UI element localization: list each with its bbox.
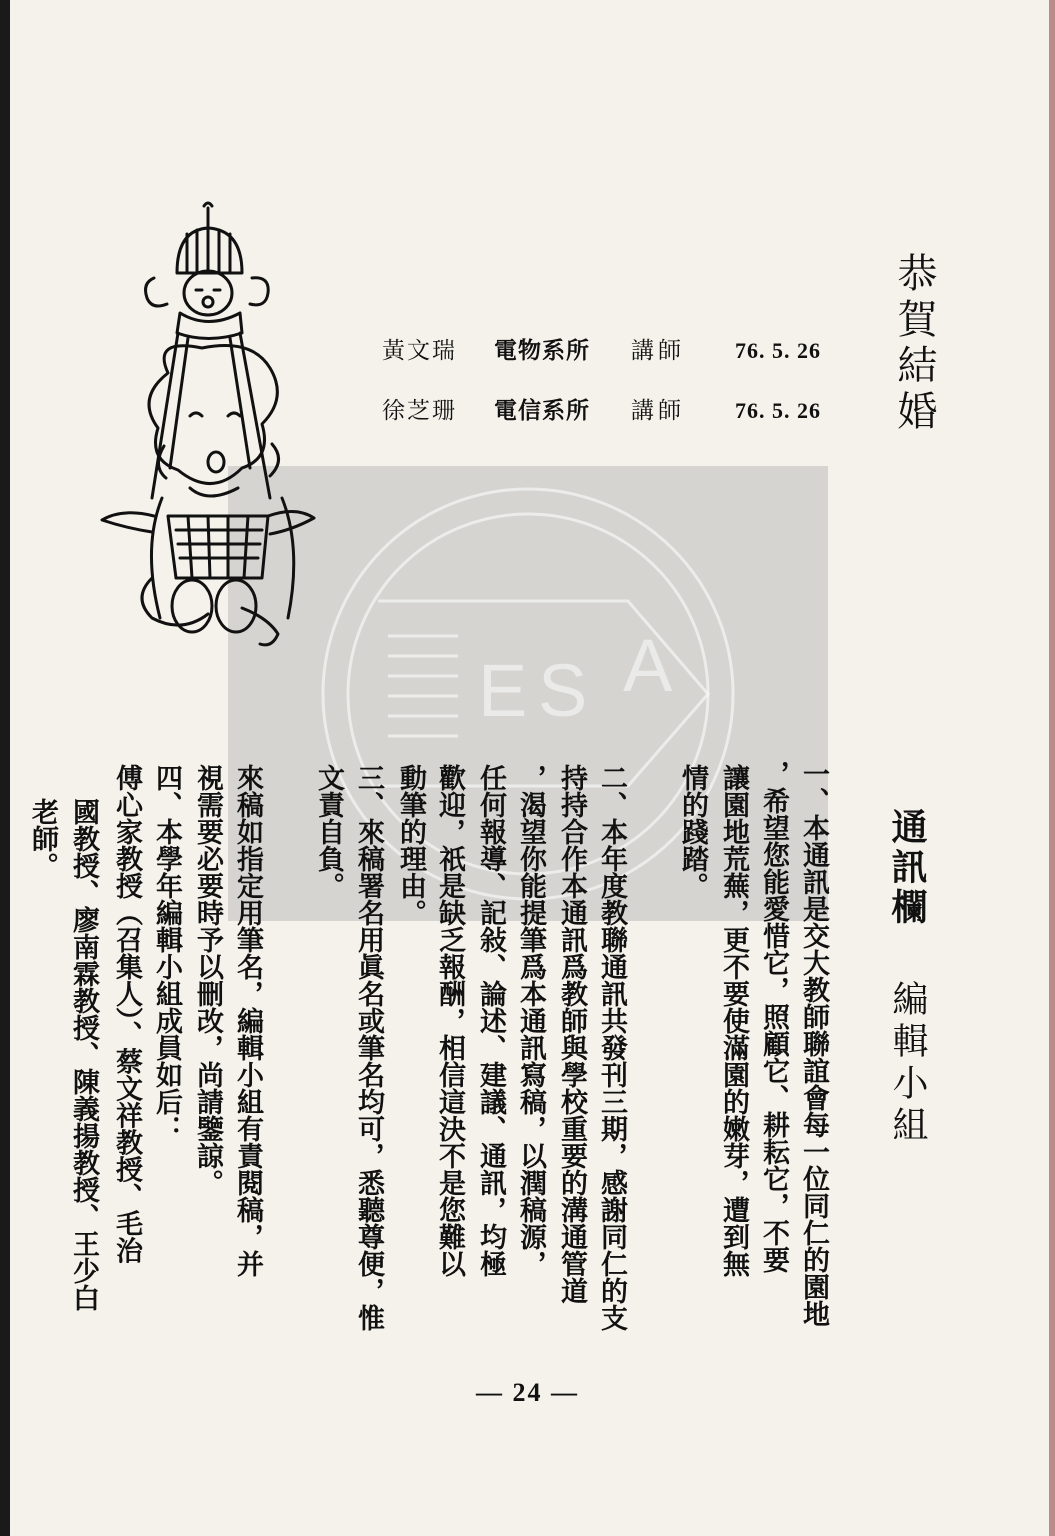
- body-column: 四、本學年編輯小組成員如后：: [151, 764, 182, 1142]
- wedding-department: 電物系所: [494, 337, 590, 364]
- wedding-row: [382, 392, 821, 452]
- watermark-letter: A: [623, 624, 673, 707]
- scan-edge-right: [1049, 0, 1055, 1536]
- wedding-date: 76. 5. 26: [735, 338, 821, 363]
- wedding-name: 黃文瑞: [382, 338, 457, 364]
- heading-wedding: 恭賀結婚: [891, 252, 937, 436]
- body-column: 三、來稿署名用眞名或筆名均可，悉聽尊便，惟: [353, 764, 384, 1331]
- wedding-row: [382, 332, 821, 392]
- girl-on-swing-with-birdcage-icon: [92, 198, 324, 650]
- wedding-name: 徐芝珊: [382, 398, 457, 424]
- body-column: 傅心家教授（召集人）、蔡文祥教授、毛治: [111, 764, 142, 1264]
- wedding-list: [382, 332, 821, 452]
- watermark-letter: S: [538, 649, 588, 732]
- heading-editors: 編輯小組: [887, 980, 928, 1148]
- body-column: 視需要必要時予以刪改，尚請鑒諒。: [192, 764, 223, 1196]
- scan-edge-left: [0, 0, 10, 1536]
- body-column: 文責自負。: [313, 764, 344, 899]
- body-column: 歡迎，祇是缺乏報酬，相信這決不是您難以: [434, 764, 465, 1277]
- wedding-title: 講師: [631, 398, 685, 424]
- wedding-department: 電信系所: [494, 397, 590, 424]
- body-column: ，希望您能愛惜它，照顧它、耕耘它，不要: [758, 760, 789, 1273]
- body-column: 任何報導、記敍、論述、建議、通訊，均極: [475, 764, 506, 1277]
- body-column: 讓園地荒蕪，更不要使滿園的嫩芽，遭到無: [718, 764, 749, 1277]
- page-number: — 24 —: [476, 1378, 579, 1407]
- wedding-title: 講師: [631, 338, 685, 364]
- heading-newsletter: 通訊欄: [886, 808, 928, 928]
- body-column: 持持合作本通訊爲教師與學校重要的溝通管道: [556, 764, 587, 1304]
- body-column: 國教授、廖南霖教授、陳義揚教授、王少白: [68, 798, 99, 1311]
- wedding-date: 76. 5. 26: [735, 398, 821, 423]
- body-column: 動筆的理由。: [395, 764, 426, 926]
- body-column: 一、本通訊是交大教師聯誼會每一位同仁的園地: [798, 760, 829, 1327]
- body-column: 老師。: [27, 798, 58, 879]
- body-column: 來稿如指定用筆名，編輯小組有責閱稿，并: [232, 764, 263, 1277]
- body-column: 二、本年度教聯通訊共發刊三期，感謝同仁的支: [596, 764, 627, 1331]
- body-column: ，渴望你能提筆爲本通訊寫稿，以潤稿源，: [515, 764, 546, 1277]
- body-column: 情的踐踏。: [677, 764, 708, 899]
- watermark-letter: E: [478, 649, 528, 732]
